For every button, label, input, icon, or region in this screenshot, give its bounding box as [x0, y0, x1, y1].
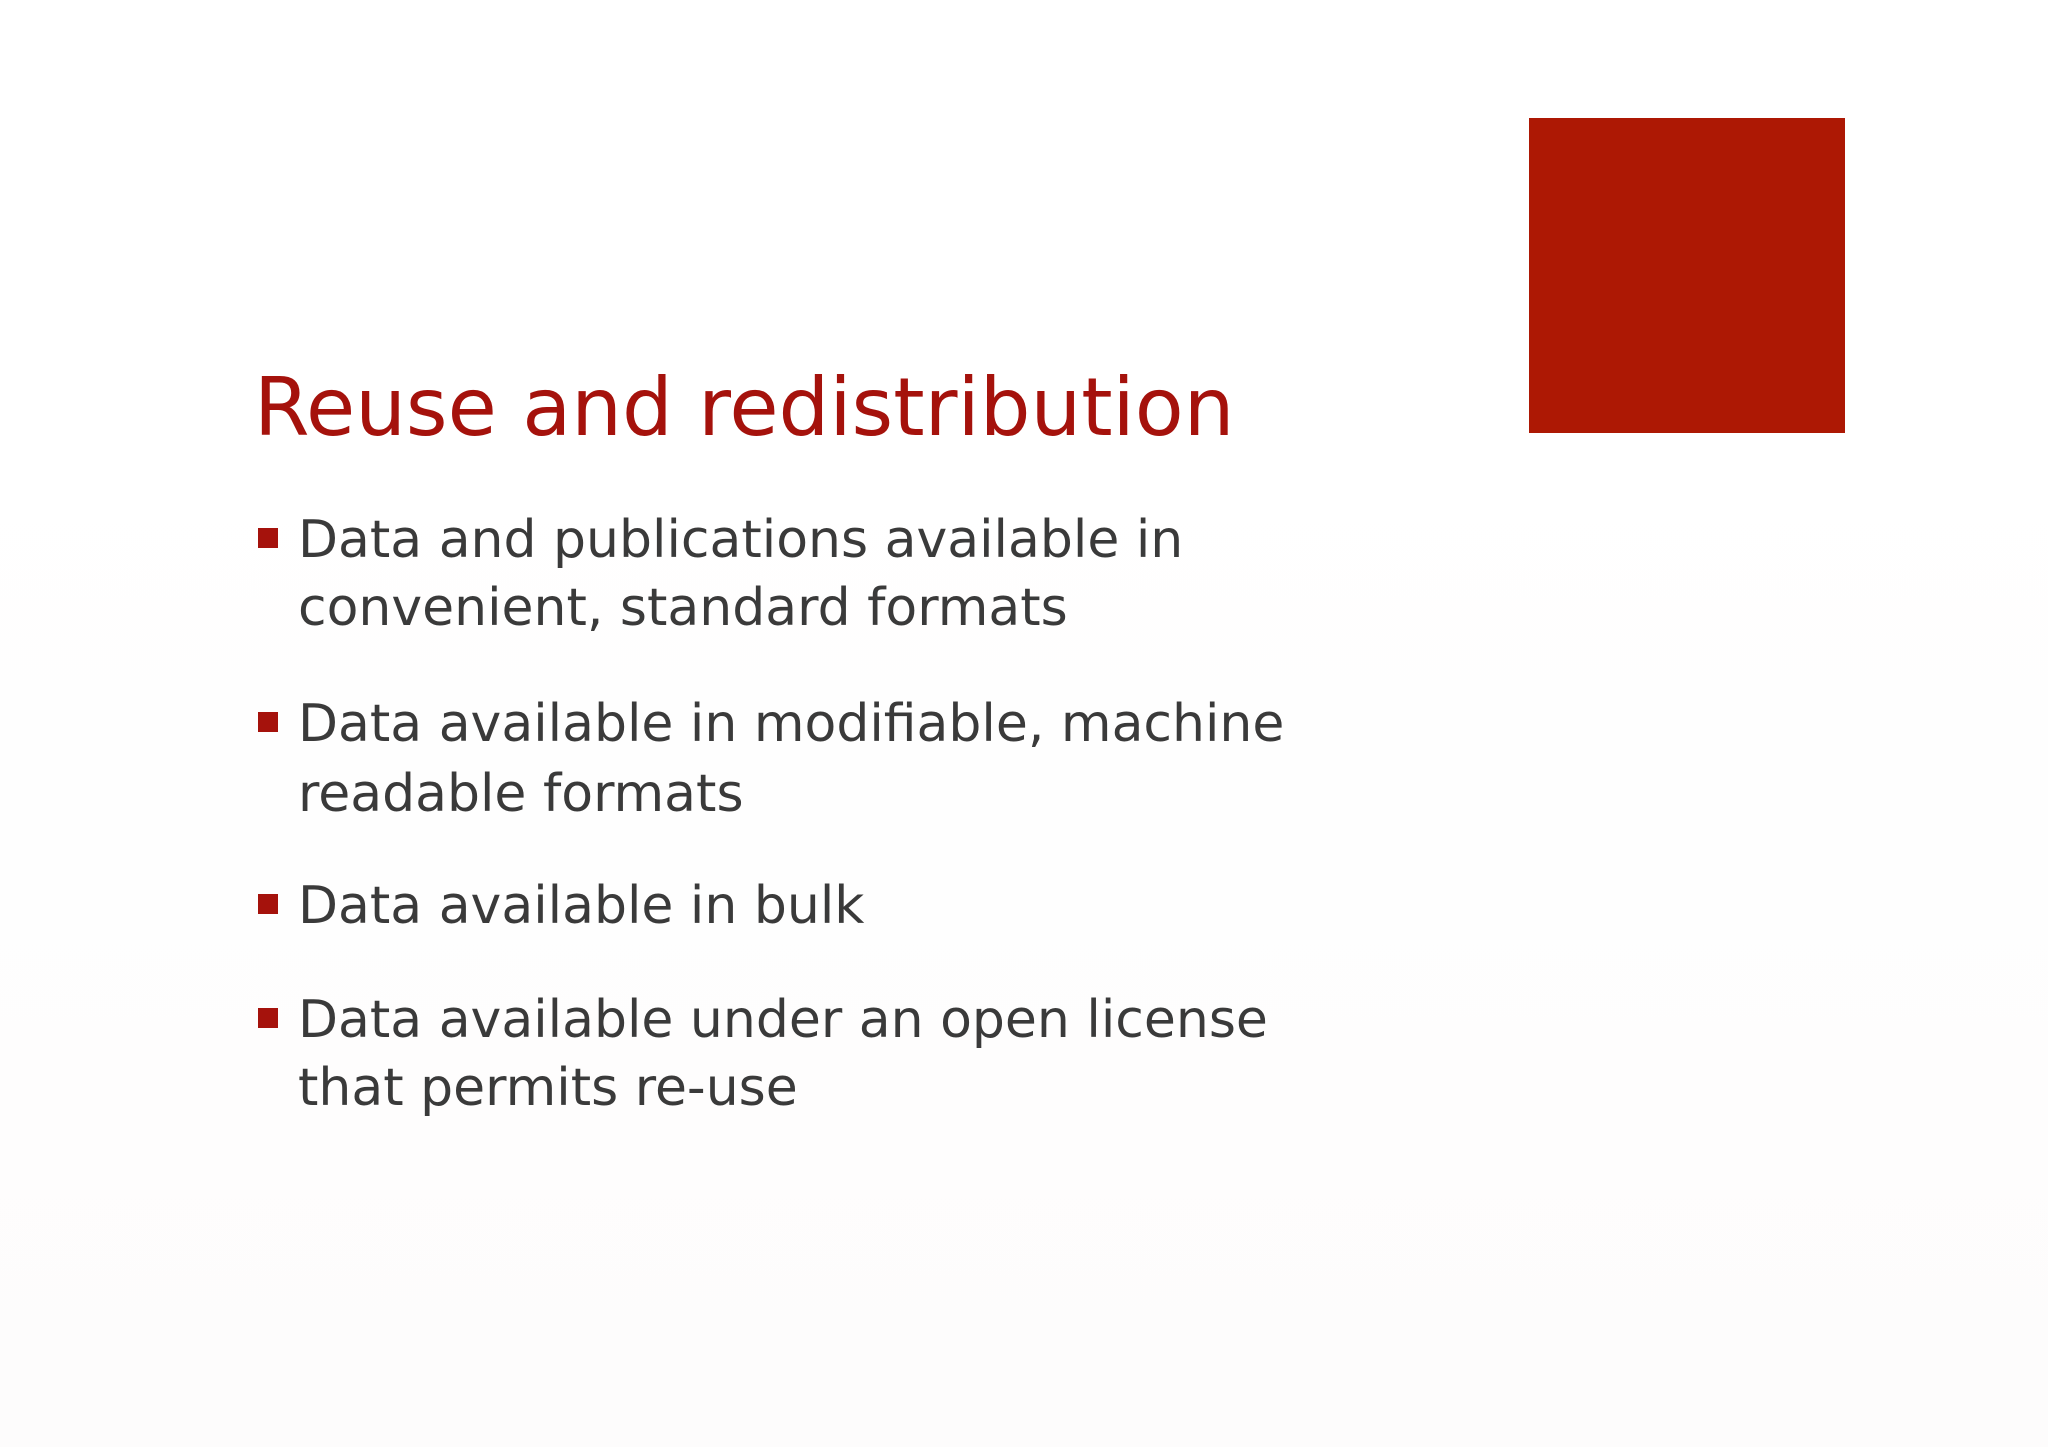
bullet-text-line: Data available under an open license [298, 990, 1268, 1050]
bullet-text-line: Data and publications available in [298, 510, 1184, 570]
accent-square [1529, 118, 1845, 433]
bullet-text-line: that permits re-use [298, 1058, 798, 1118]
bullet-text-line: convenient, standard formats [298, 578, 1068, 638]
bullet-marker-icon [258, 712, 278, 732]
slide-title: Reuse and redistribution [254, 361, 1235, 454]
bullet-marker-icon [258, 528, 278, 548]
bullet-marker-icon [258, 1008, 278, 1028]
bullet-text-line: Data available in bulk [298, 876, 865, 936]
bullet-marker-icon [258, 894, 278, 914]
bullet-text-line: readable formats [298, 764, 744, 824]
bullet-text-line: Data available in modifiable, machine [298, 694, 1285, 754]
